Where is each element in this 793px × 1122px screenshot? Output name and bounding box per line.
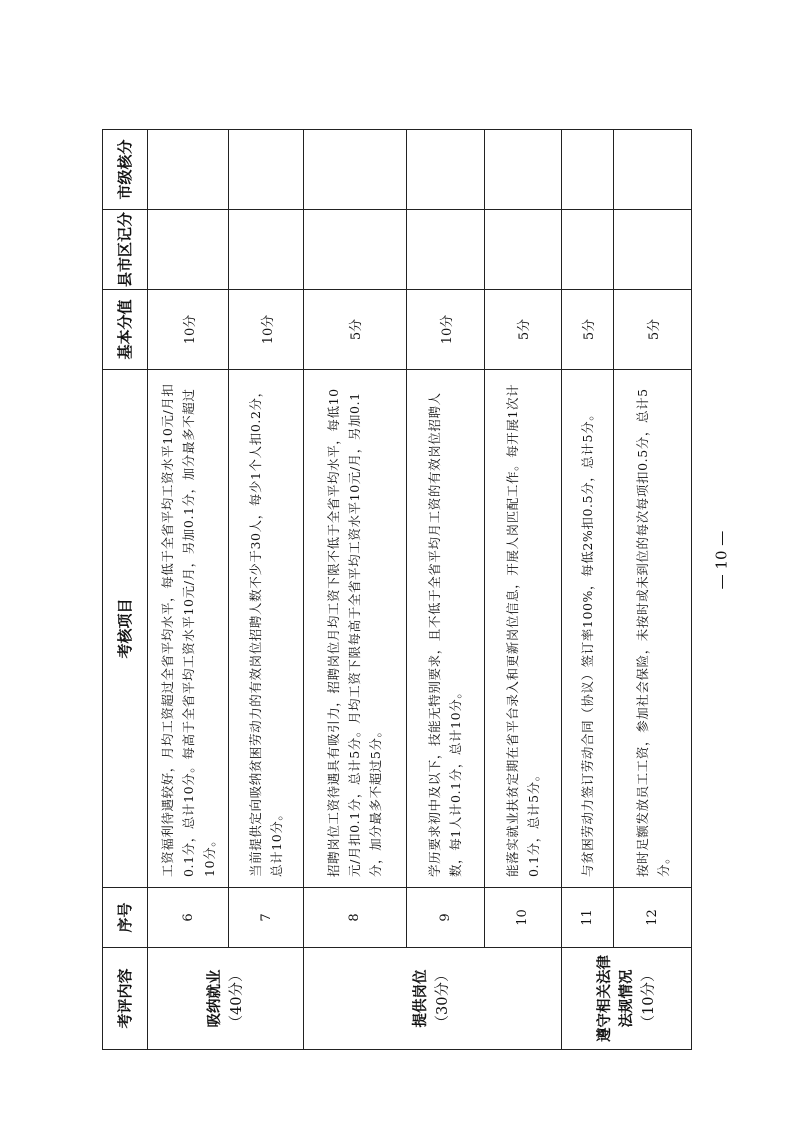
table-row (562, 130, 614, 1050)
table-row (229, 130, 303, 1050)
scoring-table (102, 129, 692, 1050)
row-item: 按时足额发放员工工资，参加社会保险，未按时或未到位的每次每项扣0.5分，总计5分。 (614, 370, 692, 888)
group-name: 提供岗位 (413, 969, 430, 1028)
group-points: （40分） (228, 967, 245, 1030)
row-number: 11 (562, 888, 614, 948)
row-base-score: 10分 (148, 290, 229, 370)
city-score-cell (229, 130, 303, 210)
city-score-cell (406, 130, 484, 210)
city-score-cell (303, 130, 406, 210)
table-row (614, 130, 692, 1050)
group-points: （10分） (640, 967, 657, 1030)
group-name: 遵守相关法律法规情况 (596, 955, 635, 1042)
row-number: 12 (614, 888, 692, 948)
table-row (303, 130, 406, 1050)
row-base-score: 5分 (562, 290, 614, 370)
table-row (406, 130, 484, 1050)
group-cell (303, 948, 561, 1050)
row-item: 工资福利待遇较好，月均工资超过全省平均水平，每低于全省平均工资水平10元/月扣0.1分，总计10分。每高于全省平均工资水平10元/月，另加0.1分，加分最多不超过10分。 (148, 370, 229, 888)
header-city-score: 市级核分 (103, 130, 148, 210)
row-base-score: 5分 (303, 290, 406, 370)
header-base-score: 基本分值 (103, 290, 148, 370)
group-cell (562, 948, 692, 1050)
row-base-score: 10分 (229, 290, 303, 370)
county-score-cell (148, 210, 229, 290)
header-county-score: 县市区记分 (103, 210, 148, 290)
county-score-cell (229, 210, 303, 290)
row-item: 学历要求初中及以下，技能无特别要求，且不低于全省平均月工资的有效岗位招聘人数，每1人计0.1分，总计10分。 (406, 370, 484, 888)
group-points: （30分） (435, 967, 452, 1030)
group-cell (148, 948, 303, 1050)
header-index: 序号 (103, 888, 148, 948)
city-score-cell (562, 130, 614, 210)
group-name: 吸纳就业 (206, 969, 223, 1028)
table-row (484, 130, 562, 1050)
row-number: 9 (406, 888, 484, 948)
header-item: 考核项目 (103, 370, 148, 888)
row-base-score: 5分 (614, 290, 692, 370)
page-number (706, 515, 736, 605)
county-score-cell (303, 210, 406, 290)
city-score-cell (614, 130, 692, 210)
header-content: 考评内容 (103, 948, 148, 1050)
row-number: 7 (229, 888, 303, 948)
row-base-score: 10分 (406, 290, 484, 370)
row-item: 招聘岗位工资待遇具有吸引力，招聘岗位月均工资下限不低于全省平均水平，每低10元/月扣0.1分，总计5分。月均工资下限每高于全省平均工资水平10元/月，另加0.1分，加分最多不超过5分。 (303, 370, 406, 888)
row-number: 8 (303, 888, 406, 948)
county-score-cell (484, 210, 562, 290)
city-score-cell (484, 130, 562, 210)
row-item: 当前提供定向吸纳贫困劳动力的有效岗位招聘人数不少于30人，每少1个人扣0.2分，总计10分。 (229, 370, 303, 888)
county-score-cell (614, 210, 692, 290)
row-item: 能落实就业扶贫定期在省平台录入和更新岗位信息，开展人岗匹配工作。每开展1次计0.1分，总计5分。 (484, 370, 562, 888)
header-row (103, 130, 148, 1050)
row-base-score: 5分 (484, 290, 562, 370)
row-item: 与贫困劳动力签订劳动合同（协议）签订率100%，每低2%扣0.5分，总计5分。 (562, 370, 614, 888)
city-score-cell (148, 130, 229, 210)
page-number-text: — 10 — (712, 530, 730, 590)
table-row (148, 130, 229, 1050)
row-number: 10 (484, 888, 562, 948)
scoring-table-sheet (102, 130, 692, 1050)
county-score-cell (406, 210, 484, 290)
row-number: 6 (148, 888, 229, 948)
county-score-cell (562, 210, 614, 290)
